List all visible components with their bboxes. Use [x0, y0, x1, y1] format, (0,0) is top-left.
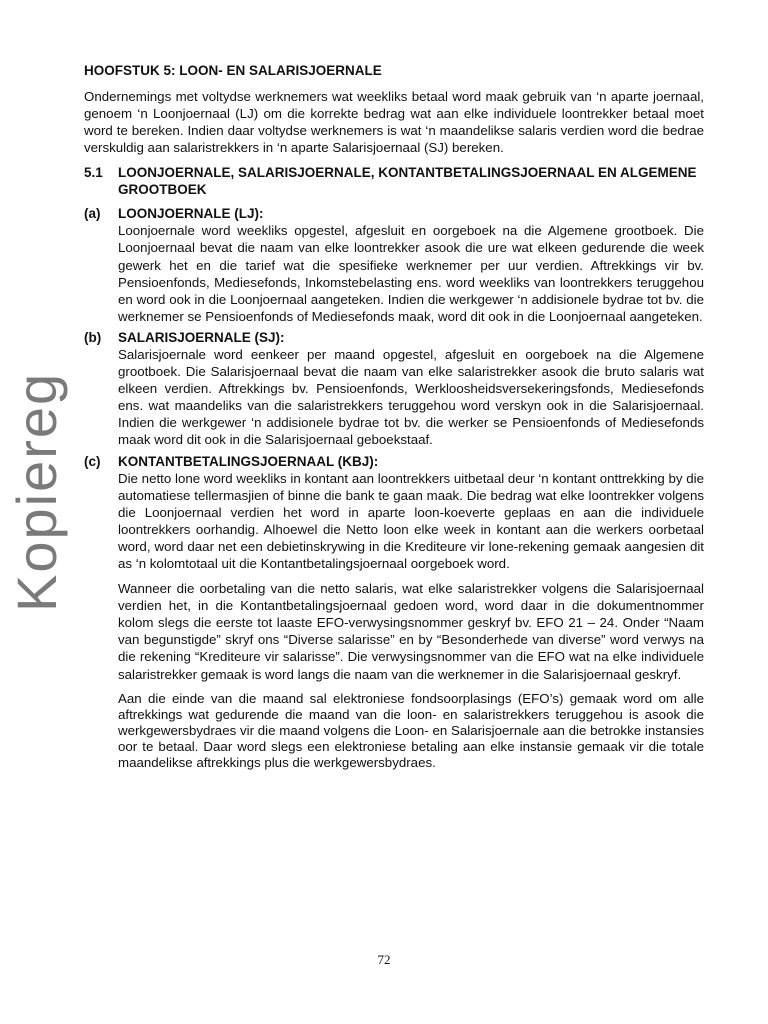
subsection-text: Loonjoernale word weekliks opgestel, afgesluit en oorgeboek na die Algemene grootboek. Die Loonjoernaal bevat die naam van elke loontrekker asook die ure wat elkeen gedurende die week gewerk het en die tarief wat die spesifieke werknemer per uur verdien. Aftrekkings vir bv. Pensioenfonds, Mediesefonds, Inkomstebelasting ens. word weekliks van loontrekkers teruggehou en word ook in die Loonjoernaal aangeteken. Indien die werkgewer ‘n addisionele bydrae tot bv. die werknemer se Pensioenfonds of Mediesefonds maak, word dit ook in die Loonjoernaal aangeteken. [118, 223, 704, 324]
subsection-text: Die netto lone word weekliks in kontant aan loontrekkers uitbetaal deur ‘n kontant onttrekking by die automatiese tellermasjien of binne die bank te gaan maak. Die bedrag wat elke loontrekker volgens die Loonjoernaal verdien het word in aparte loon-koeverte geplaas en aan die individuele loontrekkers oorhandig. Alhoewel die Netto loon elke week in kontant aan die werkers oorbetaal word, word daar net een debietinskrywing in die Krediteure vir lone-rekening gemaak aangesien dit as ‘n kolomtotaal uit die Kontantbetalingsjoernaal oorgeboek word. [118, 470, 704, 571]
subsection-label: (b) [84, 329, 102, 345]
section-title: LOONJOERNALE, SALARISJOERNALE, KONTANTBETALINGSJOERNAAL EN ALGEMENE GROOTBOEK [118, 165, 697, 198]
intro-paragraph: Ondernemings met voltydse werknemers wat weekliks betaal word maak gebruik van ‘n aparte joernaal, genoem ‘n Loonjoernaal (LJ) om die korrekte bedrag wat aan elke individuele loontrekker betaal moet word te bereken. Indien daar voltydse werknemers is wat ‘n maandelikse salaris verdien word die bedrae verskuldig aan salaristrekkers in ‘n aparte Salarisjoernaal (SJ) bereken. [84, 89, 704, 156]
subsection-loonjoernale [84, 205, 704, 325]
subsection-heading: SALARISJOERNALE (SJ): [118, 329, 285, 345]
subsection-heading: KONTANTBETALINGSJOERNAAL (KBJ): [118, 453, 379, 469]
subsection-heading: LOONJOERNALE (LJ): [118, 206, 264, 222]
page-content [84, 63, 704, 771]
subsection-body [118, 453, 704, 573]
subsection-body [118, 205, 704, 325]
efo-paragraph: Wanneer die oorbetaling van die netto salaris, wat elke salaristrekker volgens die Salarisjoernaal verdien het, in die Kontantbetalingsjoernaal gedoen word, word daar in die dokumentnommer kolom slegs die eerste tot laaste EFO-verwysingsnommer geskryf bv. EFO 21 – 24. Onder “Naam van begunstigde” skryf ons “Diverse salarisse” en by “Besonderhede van diverse” word verwys na die rekening “Krediteure vir salarisse”. Die verwysingsnommer van die EFO wat na elke individuele salaristrekker gemaak is word langs die naam van die werknemer in die Salarisjoernaal geskryf. [118, 581, 704, 682]
subsection-label: (a) [84, 206, 101, 222]
section-number: 5.1 [84, 165, 103, 181]
copyright-watermark: Kopiereg [5, 371, 68, 612]
subsection-text: Salarisjoernale word eenkeer per maand opgestel, afgesluit en oorgeboek na die Algemene grootboek. Die Salarisjoernaal bevat die naam van elke salaristrekker asook die bruto salaris wat elkeen verdien. Aftrekkings bv. Pensioenfonds, Werkloosheidsversekeringsfonds, Mediesefonds ens. wat maandeliks van die salaristrekkers teruggehou word verskyn ook in die Salarisjoernaal. Indien die werkgewer ‘n addisionele bydrae tot bv. die werker se Pensioenfonds of Mediesefonds maak word dit ook in die Salarisjoernaal geboekstaaf. [118, 346, 704, 448]
subsection-salarisjoernale [84, 329, 704, 449]
chapter-title: HOOFSTUK 5: LOON- EN SALARISJOERNALE [84, 63, 382, 78]
page-number: 72 [377, 952, 391, 967]
month-end-paragraph: Aan die einde van die maand sal elektroniese fondsoorplasings (EFO’s) gemaak word om alle aftrekkings wat gedurende die maand van die loon- en salaristrekkers teruggehou is asook die werkgewersbydraes vir die maand volgens die Loon- en Salarisjoernale aan die betrokke instansies oor te betaal. Daar word slegs een elektroniese betaling aan elke instansie gemaak vir die totale maandelikse aftrekkings plus die werkgewersbydraes. [118, 690, 704, 770]
subsection-kontantbetalingsjoernaal [84, 453, 704, 573]
subsection-label: (c) [84, 453, 101, 469]
subsection-body [118, 329, 704, 449]
section-heading [84, 164, 704, 198]
